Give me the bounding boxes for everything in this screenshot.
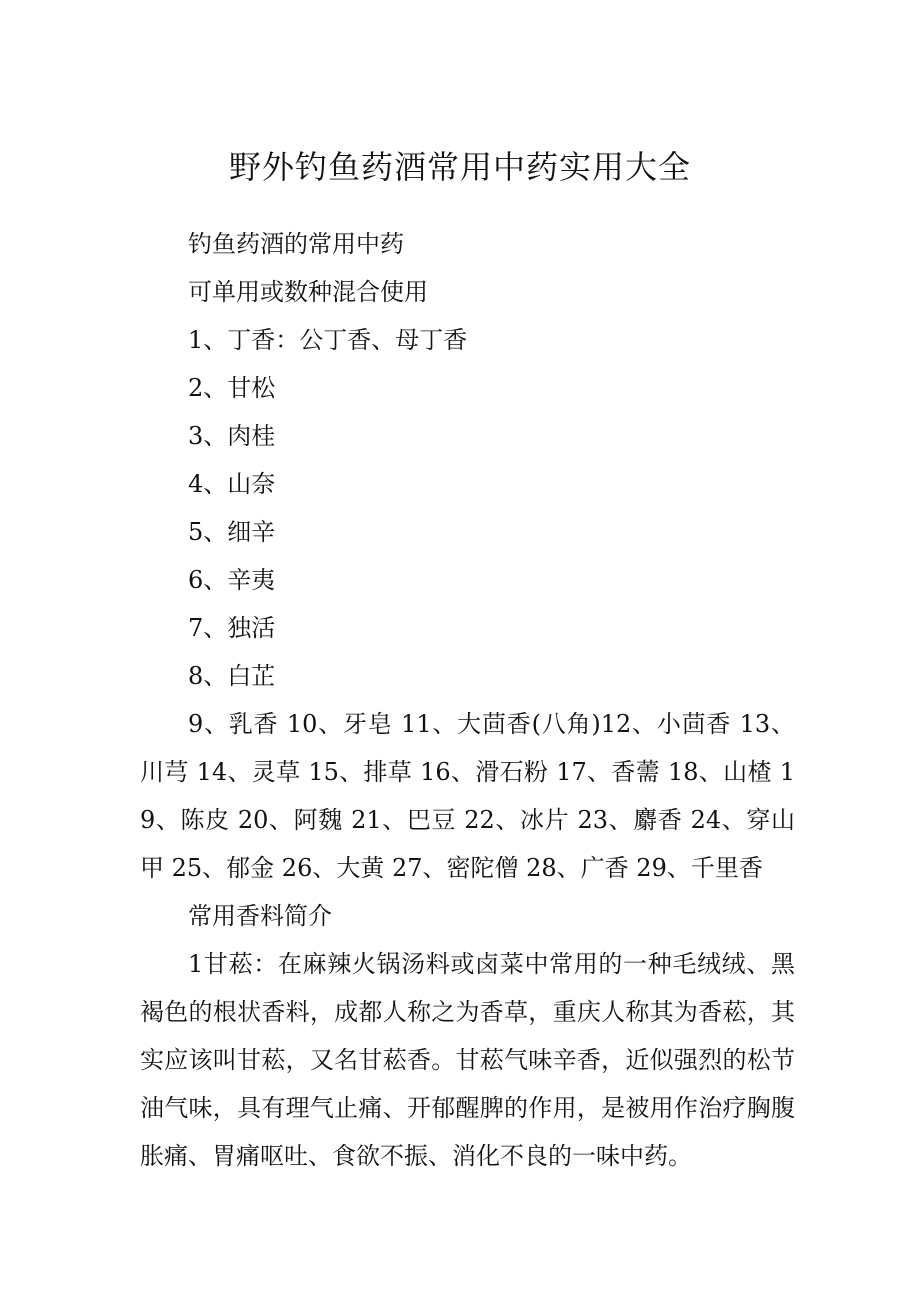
list-item-5: 5、细辛	[188, 518, 276, 546]
section-heading-spices: 常用香料简介	[188, 902, 332, 930]
paragraph-intro: 钓鱼药酒的常用中药	[188, 230, 404, 258]
list-item-8: 8、白芷	[188, 662, 276, 690]
herb-list-paragraph: 9、乳香 10、牙皂 11、大茴香(八角)12、小茴香 13、川芎 14、灵草 15、排草 16、滑石粉 17、香薷 18、山楂 19、陈皮 20、阿魏 21、巴豆 22、冰片 23、麝香 24、穿山甲 25、郁金 26、大黄 27、密陀僧 28、广香 29、千里香	[140, 710, 795, 882]
spice-description-paragraph: 1甘菘：在麻辣火锅汤料或卤菜中常用的一种毛绒绒、黑褐色的根状香料，成都人称之为香草，重庆人称其为香菘，其实应该叫甘菘，又名甘菘香。甘菘气味辛香，近似强烈的松节油气味，具有理气止痛、开郁醒脾的作用，是被用作治疗胸腹胀痛、胃痛呕吐、食欲不振、消化不良的一味中药。	[140, 950, 795, 1170]
list-item-6: 6、辛夷	[188, 566, 276, 594]
list-item-1: 1、丁香：公丁香、母丁香	[188, 326, 468, 354]
list-item-4: 4、山奈	[188, 470, 276, 498]
list-item-2: 2、甘松	[188, 374, 276, 402]
paragraph-usage: 可单用或数种混合使用	[188, 278, 428, 306]
document-body	[140, 220, 795, 1180]
document-title: 野外钓鱼药酒常用中药实用大全	[228, 148, 691, 186]
list-item-7: 7、独活	[188, 614, 276, 642]
list-item-3: 3、肉桂	[188, 422, 276, 450]
